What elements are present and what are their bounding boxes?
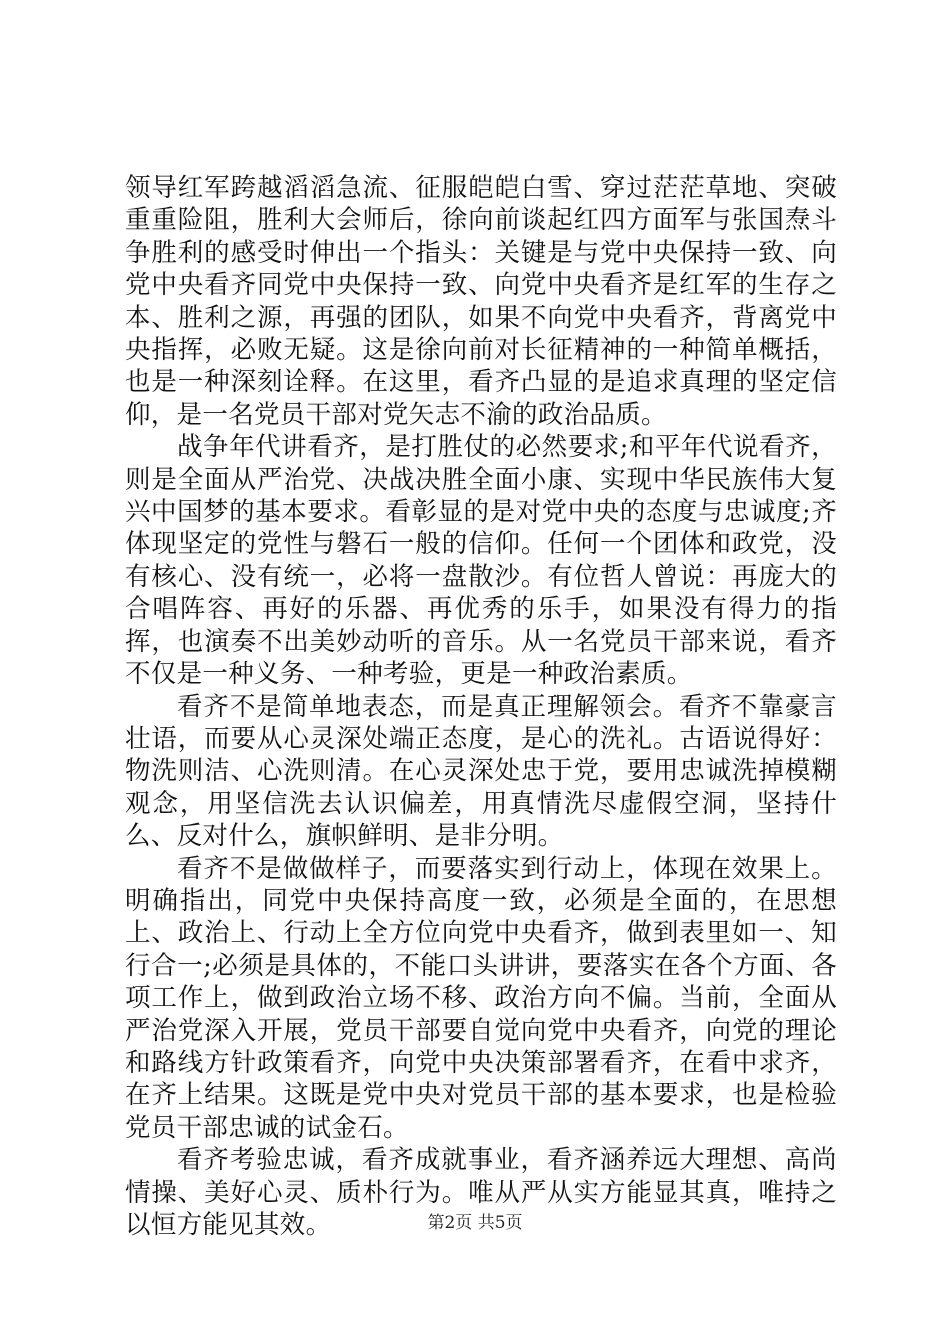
paragraph: 看齐不是简单地表态，而是真正理解领会。看齐不靠豪言壮语，而要从心灵深处端正态度，是心的洗礼。古语说得好：物洗则洁、心洗则清。在心灵深处忠于党，要用忠诚洗掉模糊观念，用坚信洗去认识偏差，用真情洗尽虚假空洞，坚持什么、反对什么，旗帜鲜明、是非分明。	[125, 691, 837, 852]
paragraph: 看齐考验忠诚，看齐成就事业，看齐涵养远大理想、高尚情操、美好心灵、质朴行为。唯从严从实方能显其真，唯持之以恒方能见其效。	[125, 1145, 837, 1240]
paragraph: 战争年代讲看齐，是打胜仗的必然要求;和平年代说看齐，则是全面从严治党、决战决胜全面小康、实现中华民族伟大复兴中国梦的基本要求。看彰显的是对党中央的态度与忠诚度;齐体现坚定的党性与磐石一般的信仰。任何一个团体和政党，没有核心、没有统一，必将一盘散沙。有位哲人曾说：再庞大的合唱阵容、再好的乐器、再优秀的乐手，如果没有得力的指挥，也演奏不出美妙动听的音乐。从一名党员干部来说，看齐不仅是一种义务、一种考验，更是一种政治素质。	[125, 432, 837, 690]
page-number-footer: 第2页 共5页	[427, 1213, 523, 1233]
paragraph-continued: 领导红军跨越滔滔急流、征服皑皑白雪、穿过茫茫草地、突破重重险阻，胜利大会师后，徐向前谈起红四方面军与张国焘斗争胜利的感受时伸出一个指头：关键是与党中央保持一致、向党中央看齐同党中央保持一致、向党中央看齐是红军的生存之本、胜利之源，再强的团队，如果不向党中央看齐，背离党中央指挥，必败无疑。这是徐向前对长征精神的一种简单概括，也是一种深刻诠释。在这里，看齐凸显的是追求真理的坚定信仰，是一名党员干部对党矢志不渝的政治品质。	[125, 173, 837, 430]
document-body	[125, 172, 837, 1241]
paragraph: 看齐不是做做样子，而要落实到行动上，体现在效果上。明确指出，同党中央保持高度一致，必须是全面的，在思想上、政治上、行动上全方位向党中央看齐，做到表里如一、知行合一;必须是具体的，不能口头讲讲，要落实在各个方面、各项工作上，做到政治立场不移、政治方向不偏。当前，全面从严治党深入开展，党员干部要自觉向党中央看齐，向党的理论和路线方针政策看齐，向党中央决策部署看齐，在看中求齐，在齐上结果。这既是党中央对党员干部的基本要求，也是检验党员干部忠诚的试金石。	[125, 853, 837, 1143]
